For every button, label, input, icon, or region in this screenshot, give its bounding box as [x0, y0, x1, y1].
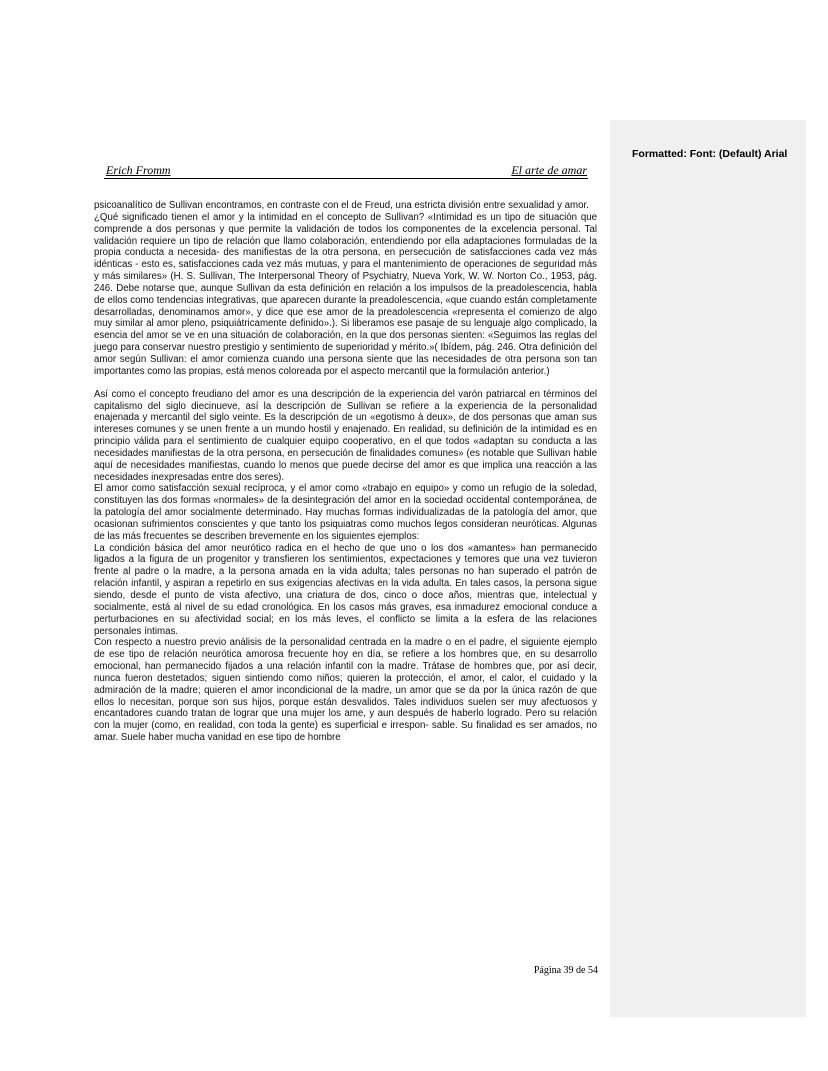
paragraph: El amor como satisfacción sexual recíproca, y el amor como «trabajo en equipo» y como un refugio de la soledad, constituyen las dos formas «normales» de la desintegración del amor en la sociedad occidental contemporánea, de la patología del amor socialmente determinado. Hay muchas formas individualizadas de la patología del amor, que ocasionan sufrimientos conscientes y que tanto los psiquiatras como muchos legos consideran neuróticas. Algunas de las más frecuentes se describen brevemente en los siguientes ejemplos:: [94, 483, 597, 542]
paragraph: psicoanalítico de Sullivan encontramos, en contraste con el de Freud, una estricta división entre sexualidad y amor.: [94, 200, 589, 211]
paragraph: La condición básica del amor neurótico radica en el hecho de que uno o los dos «amantes» han permanecido ligados a la figura de un progenitor y transfieren los sentimientos, expectaciones y temores que una vez tuvieron frente al padre o la madre, a la persona amada en la vida adulta; tales personas no han superado el patrón de relación infantil, y aspiran a repetirlo en sus exigencias afectivas en la vida adulta. En tales casos, la persona sigue siendo, desde el punto de vista afectivo, una criatura de dos, cinco o doce años, mientras que, intelectual y socialmente, está al nivel de su edad cronológica. En los casos más graves, esa inmadurez emocional conduce a perturbaciones en su afectividad social; en los más leves, el conflicto se limita a la esfera de las relaciones personales íntimas.: [94, 542, 597, 637]
page-header: [104, 163, 588, 179]
paragraph: Con respecto a nuestro previo análisis de la personalidad centrada en la madre o en el padre, el siguiente ejemplo de ese tipo de relación neurótica amorosa frecuente hoy en día, se refiere a los hombres que, en su desarrollo emocional, han permanecido fijados a una relación infantil con la madre. Trátase de hombres que, por así decir, nunca fueron destetados; siguen sintiendo como niños; quieren la protección, el amor, el calor, el cuidado y la admiración de la madre; quieren el amor incondicional de la madre, un amor que se da por la única razón de que ellos lo necesitan, porque son sus hijos, porque están desvalidos. Tales individuos suelen ser muy afectuosos y encantadores cuando tratan de lograr que una mujer los ame, y aun después de haberlo logrado. Pero su relación con la mujer (como, en realidad, con toda la gente) es superficial e irrespon- sable. Su finalidad es ser amados, no amar. Suele haber mucha vanidad en ese tipo de hombre: [94, 637, 597, 744]
formatting-note: Formatted: Font: (Default) Arial: [632, 148, 788, 160]
body-text: [94, 200, 597, 744]
page-number: Página 39 de 54: [533, 965, 598, 976]
header-author: Erich Fromm: [106, 163, 171, 177]
paragraph: Así como el concepto freudiano del amor es una descripción de la experiencia del varón patriarcal en términos del capitalismo del siglo diecinueve, así la descripción de Sullivan se refiere a la experiencia de la personalidad enajenada y mercantil del siglo veinte. Es la descripción de un «egotismo à deux», de dos personas que aman sus intereses comunes y se unen frente a un mundo hostil y enajenado. En realidad, su definición de la intimidad es en principio válida para el sentimiento de cualquier equipo cooperativo, en el que todos «adaptan su conducta a las necesidades manifiestas de la otra persona, en persecución de finalidades comunes» (es notable que Sullivan hable aquí de necesidades manifiestas, cuando lo menos que puede decirse del amor es que implica una reacción a las necesidades inexpresadas entre dos seres).: [94, 388, 597, 483]
comment-sidebar: [610, 120, 806, 1017]
header-title: El arte de amar: [511, 163, 587, 177]
paragraph: ¿Qué significado tienen el amor y la intimidad en el concepto de Sullivan? «Intimidad es un tipo de situación que comprende a dos personas y que permite la validación de todos los componentes de la excelencia personal. Tal validación requiere un tipo de relación que llamo colaboración, entendiendo por ella adaptaciones formuladas de la propia conducta a necesida- des manifiestas de la otra persona, en persecución de satisfacciones cada vez más idénticas - esto es, satisfacciones cada vez más mutuas, y para el mantenimiento de operaciones de seguridad más y más similares» (H. S. Sullivan, The Interpersonal Theory of Psychiatry, Nueva York, W. W. Norton Co., 1953, pág. 246. Debe notarse que, aunque Sullivan da esta definición en relación a los impulsos de la preadolescencia, habla de ellos como tendencias integrativas, que aparecen durante la preadolescencia, «que cuando están completamente desarrolladas, denominamos amor», y dice que ese amor de la preadolescencia «representa el comienzo de algo muy similar al amor pleno, psiquiátricamente definido».). Si liberamos ese pasaje de su lenguaje algo complicado, la esencia del amor se ve en una situación de colaboración, en la que dos personas sienten: «Seguimos las reglas del juego para conservar nuestro prestigio y sentimiento de superioridad y mérito.»( Ibídem, pág. 246. Otra definición del amor según Sullivan: el amor comienza cuando una persona siente que las necesidades de otra persona son tan importantes como las propias, está menos coloreada por el aspecto mercantil que la formulación anterior.): [94, 211, 597, 377]
